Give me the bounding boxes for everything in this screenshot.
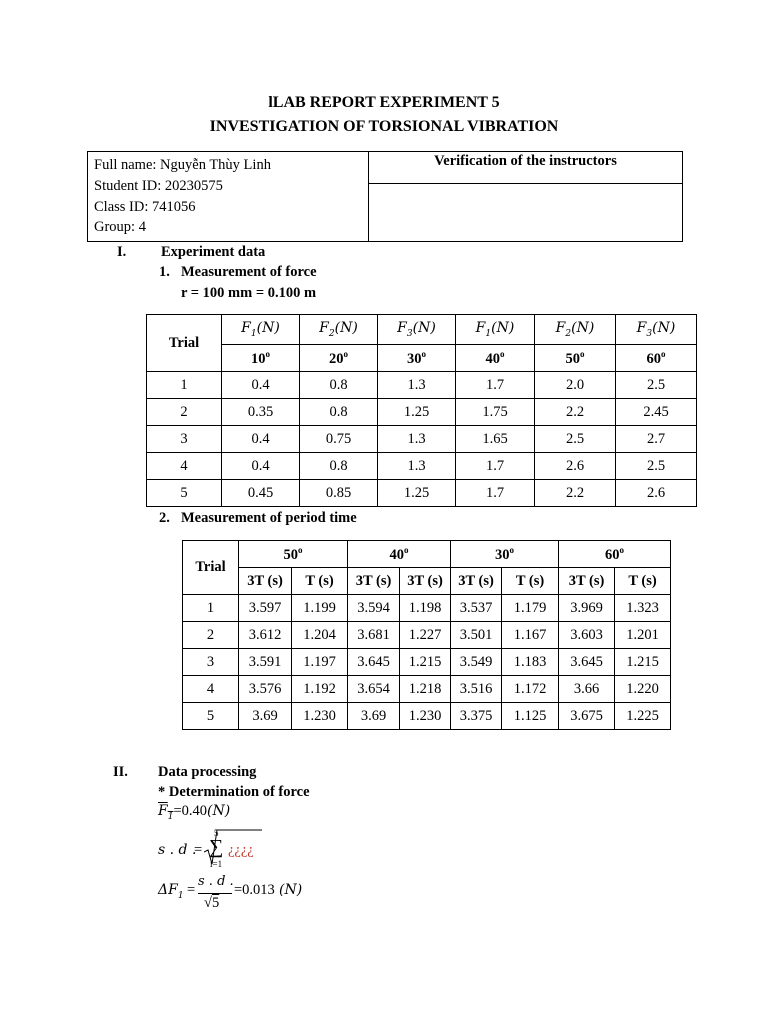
delta-force-formula: $\Delta F_1$ = s . d . √5 =0.013 (N) [158,874,303,911]
radius-text: r = 100 mm = 0.100 m [181,285,317,301]
force-angle-4: 40$^o$ [456,345,535,372]
cell: 3 [147,426,222,453]
cell: 1.215 [400,649,451,676]
cell: 1.218 [400,676,451,703]
fraction-bar [198,893,232,894]
section2-subtitle: * Determination of force [158,784,310,800]
cell: 1 [147,372,222,399]
cell: 3.576 [239,676,292,703]
period-subheader: T (s) [615,568,671,595]
force-angle-1: 10$^o$ [222,345,300,372]
cell: 2 [147,399,222,426]
sd-formula: s . d . = 5 ∑ i=1 ¿¿¿¿ [158,828,278,868]
period-subheader: 3T (s) [559,568,615,595]
group: Group: 4 [94,219,146,236]
cell: 1.198 [400,595,451,622]
cell: 3.612 [239,622,292,649]
cell: 2.5 [616,453,697,480]
cell: 4 [147,453,222,480]
period-angle-4: 60$^o$ [559,541,671,568]
force-header-5: $F_2(N)$ [535,315,616,345]
section1-number: I. [117,244,127,260]
cell: 1.183 [502,649,559,676]
cell: 2.5 [535,426,616,453]
cell: 1.7 [456,453,535,480]
period-angle-1: 50$^o$ [239,541,348,568]
cell: 3.675 [559,703,615,730]
cell: 1.167 [502,622,559,649]
fraction-numerator: s . d . [198,874,234,889]
force-header-3: $F_3(N)$ [378,315,456,345]
verification-header: Verification of the instructors [369,152,683,184]
sigma-icon: ∑ [209,836,224,858]
cell: 3.594 [348,595,400,622]
sqrt-icon: √5 [204,895,220,911]
cell: 1.65 [456,426,535,453]
delta-value: =0.013 [234,882,275,898]
table-row [147,399,697,426]
period-measurement-table [182,540,671,730]
cell: 0.4 [222,372,300,399]
cell: 2.2 [535,399,616,426]
cell: 1.3 [378,453,456,480]
table-row [147,453,697,480]
period-angle-2: 40$^o$ [348,541,451,568]
cell: 3 [183,649,239,676]
force-angle-6: 60$^o$ [616,345,697,372]
table-row [147,426,697,453]
cell: 3.969 [559,595,615,622]
cell: 0.85 [300,480,378,507]
cell: 0.8 [300,453,378,480]
cell: 3.645 [559,649,615,676]
cell: 1.3 [378,426,456,453]
cell: 1.230 [292,703,348,730]
sd-garbled-text: ¿¿¿¿ [228,842,254,858]
subsection1-title: Measurement of force [181,264,317,280]
section2-title: Data processing [158,764,257,780]
cell: 1.225 [615,703,671,730]
force-header-6: $F_3(N)$ [616,315,697,345]
cell: 1.192 [292,676,348,703]
report-title-line1: lLAB REPORT EXPERIMENT 5 [268,94,500,111]
cell: 0.45 [222,480,300,507]
table-row [183,676,671,703]
force-header-4: $F_1(N)$ [456,315,535,345]
period-subheader: T (s) [502,568,559,595]
cell: 1.172 [502,676,559,703]
cell: 3.69 [239,703,292,730]
period-subheader: 3T (s) [348,568,400,595]
cell: 2.7 [616,426,697,453]
cell: 3.597 [239,595,292,622]
cell: 3.375 [451,703,502,730]
cell: 1.7 [456,372,535,399]
cell: 3.537 [451,595,502,622]
cell: 2.5 [616,372,697,399]
cell: 1.220 [615,676,671,703]
cell: 4 [183,676,239,703]
section1-title: Experiment data [161,244,266,260]
force-angle-5: 50$^o$ [535,345,616,372]
delta-unit: (N) [279,882,303,898]
force-header-2: $F_2(N)$ [300,315,378,345]
force-trial-header: Trial [147,315,222,372]
cell: 3.681 [348,622,400,649]
cell: 3.654 [348,676,400,703]
cell: 3.549 [451,649,502,676]
force-angle-2: 20$^o$ [300,345,378,372]
force-angle-3: 30$^o$ [378,345,456,372]
cell: 1.7 [456,480,535,507]
table-row [147,480,697,507]
cell: 0.8 [300,399,378,426]
section2-number: II. [113,764,128,780]
cell: 2.6 [616,480,697,507]
cell: 0.35 [222,399,300,426]
period-subheader: 3T (s) [451,568,502,595]
cell: 0.8 [300,372,378,399]
period-subheader: 3T (s) [239,568,292,595]
cell: 1.323 [615,595,671,622]
period-angle-3: 30$^o$ [451,541,559,568]
cell: 2.6 [535,453,616,480]
cell: 1.227 [400,622,451,649]
cell: 3.66 [559,676,615,703]
force-measurement-table [146,314,697,507]
subsection2-number: 2. [159,510,170,526]
class-id: Class ID: 741056 [94,198,196,215]
cell: 1.125 [502,703,559,730]
cell: 0.4 [222,453,300,480]
student-id: Student ID: 20230575 [94,177,223,194]
sd-label: s . d . [158,842,197,858]
cell: 3.591 [239,649,292,676]
subsection2-title: Measurement of period time [181,510,357,526]
report-title-line2: INVESTIGATION OF TORSIONAL VIBRATION [209,118,559,135]
period-trial-header: Trial [183,541,239,595]
sum-upper: 5 [214,828,219,838]
cell: 1.197 [292,649,348,676]
cell: 2 [183,622,239,649]
sum-lower: i=1 [210,859,223,869]
table-row [183,622,671,649]
cell: 3.645 [348,649,400,676]
cell: 1.25 [378,399,456,426]
table-row [183,649,671,676]
cell: 3.69 [348,703,400,730]
cell: 3.501 [451,622,502,649]
verification-signature-cell [369,184,683,242]
cell: 1.204 [292,622,348,649]
cell: 1.201 [615,622,671,649]
cell: 3.603 [559,622,615,649]
cell: 1 [183,595,239,622]
cell: 2.0 [535,372,616,399]
period-subheader: T (s) [292,568,348,595]
cell: 1.25 [378,480,456,507]
cell: 1.199 [292,595,348,622]
student-info-table [87,151,683,242]
mean-force-formula: $F_1=0.40(N)$ [158,803,231,822]
force-header-1: $F_1(N)$ [222,315,300,345]
cell: 0.4 [222,426,300,453]
table-row [183,595,671,622]
cell: 1.179 [502,595,559,622]
full-name: Full name: Nguyễn Thùy Linh [94,157,271,173]
student-info-cell [88,152,369,242]
cell: 3.516 [451,676,502,703]
cell: 1.215 [615,649,671,676]
cell: 1.230 [400,703,451,730]
cell: 2.2 [535,480,616,507]
cell: 2.45 [616,399,697,426]
period-subheader: 3T (s) [400,568,451,595]
cell: 1.3 [378,372,456,399]
cell: 5 [183,703,239,730]
cell: 0.75 [300,426,378,453]
cell: 1.75 [456,399,535,426]
table-row [147,372,697,399]
subsection1-number: 1. [159,264,170,280]
cell: 5 [147,480,222,507]
table-row [183,703,671,730]
